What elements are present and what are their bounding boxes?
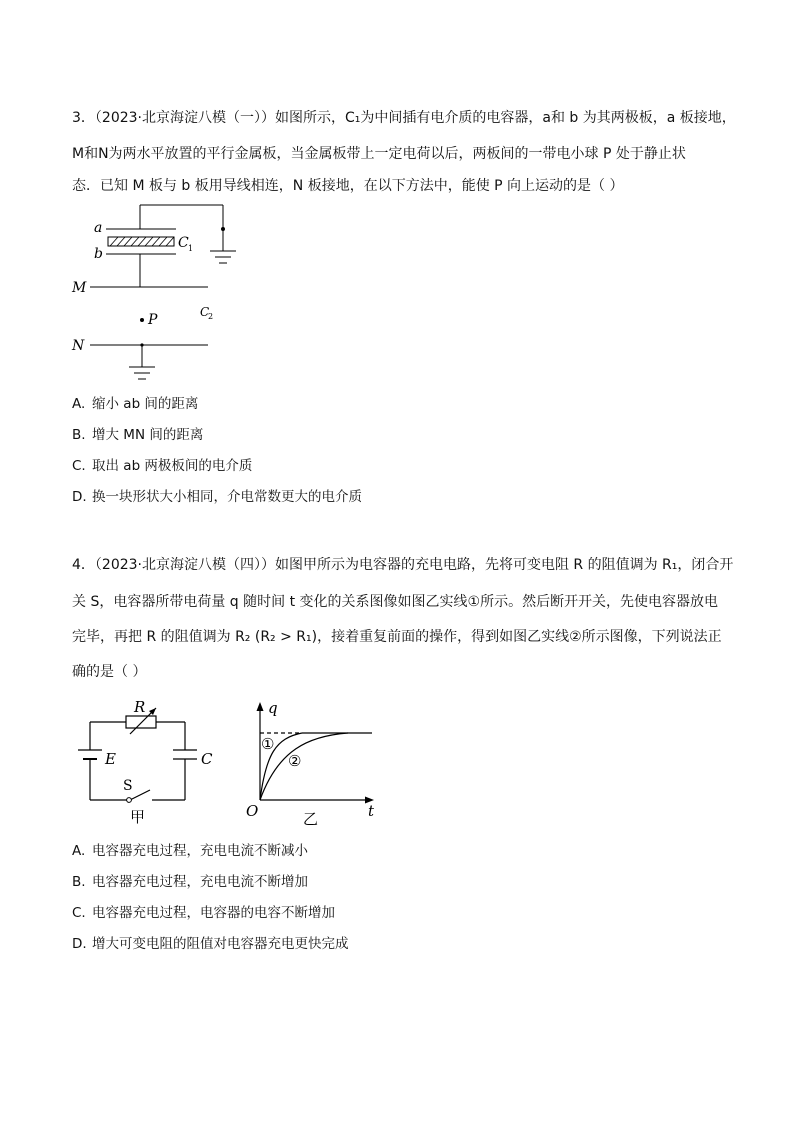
q3-capacitor-figure [60, 195, 260, 390]
label-R: R [134, 698, 146, 716]
label-curve-1: ① [261, 735, 275, 753]
label-E: E [105, 750, 116, 768]
q3-option-b[interactable]: B. 增大 MN 间的距离 [72, 427, 204, 443]
label-b: b [94, 246, 103, 262]
caption-yi: 乙 [303, 810, 319, 828]
q-axis-arrow [257, 702, 264, 711]
switch-pivot [127, 798, 132, 803]
label-q: q [268, 699, 278, 717]
q3-option-d[interactable]: D. 换一块形状大小相同，介电常数更大的电介质 [72, 489, 362, 505]
q3-option-a[interactable]: A. 缩小 ab 间的距离 [72, 396, 199, 412]
label-P: P [148, 312, 158, 328]
junction-N [140, 343, 143, 346]
q3-option-c[interactable]: C. 取出 ab 两极板间的电介质 [72, 458, 253, 474]
label-N: N [72, 338, 85, 354]
q3-stem-line-1: 3．（2023·北京海淀八模（一））如图所示，C₁为中间插有电介质的电容器，a和 b 为其两极板，a 板接地， [72, 110, 736, 126]
q4-stem-line-2: 关 S，电容器所带电荷量 q 随时间 t 变化的关系图像如图乙实线①所示。然后断开开关，先使电容器放电 [72, 594, 719, 610]
label-C1: C [178, 235, 189, 251]
q3-stem-line-2: M和N为两水平放置的平行金属板，当金属板带上一定电荷以后，两板间的一带电小球 P 处于静止状 [72, 146, 686, 162]
dielectric-hatch [110, 237, 174, 246]
label-S: S [123, 778, 133, 794]
label-O: O [246, 802, 259, 820]
label-a: a [94, 220, 103, 236]
label-C1-sub: 1 [188, 244, 194, 253]
label-C: C [201, 750, 213, 768]
q4-option-d[interactable]: D. 增大可变电阻的阻值对电容器充电更快完成 [72, 936, 349, 952]
q4-stem-line-4: 确的是（ ） [72, 664, 147, 680]
q4-stem-line-3: 完毕，再把 R 的阻值调为 R₂ (R₂ > R₁)，接着重复前面的操作，得到如图乙实线②所示图像，下列说法正 [72, 629, 722, 645]
label-C2-sub: 2 [208, 312, 214, 321]
q4-option-b[interactable]: B. 电容器充电过程，充电电流不断增加 [72, 874, 308, 890]
label-curve-2: ② [288, 752, 302, 770]
junction-dot [221, 227, 225, 231]
q3-stem-line-3: 态．已知 M 板与 b 板用导线相连，N 板接地，在以下方法中，能使 P 向上运动的是（ ） [72, 178, 624, 194]
q4-circuit-figure [70, 692, 230, 832]
q4-option-a[interactable]: A. 电容器充电过程，充电电流不断减小 [72, 843, 308, 859]
q4-option-c[interactable]: C. 电容器充电过程，电容器的电容不断增加 [72, 905, 335, 921]
caption-jia: 甲 [130, 808, 146, 826]
resistor-R [126, 716, 156, 728]
label-C2: C [200, 305, 210, 319]
q4-graph-figure [240, 692, 390, 832]
label-M: M [72, 280, 87, 296]
ball-P [140, 318, 144, 322]
switch-blade [130, 790, 150, 800]
label-t: t [368, 802, 375, 820]
q4-stem-line-1: 4．（2023·北京海淀八模（四））如图甲所示为电容器的充电电路，先将可变电阻 R 的阻值调为 R₁，闭合开 [72, 557, 734, 573]
